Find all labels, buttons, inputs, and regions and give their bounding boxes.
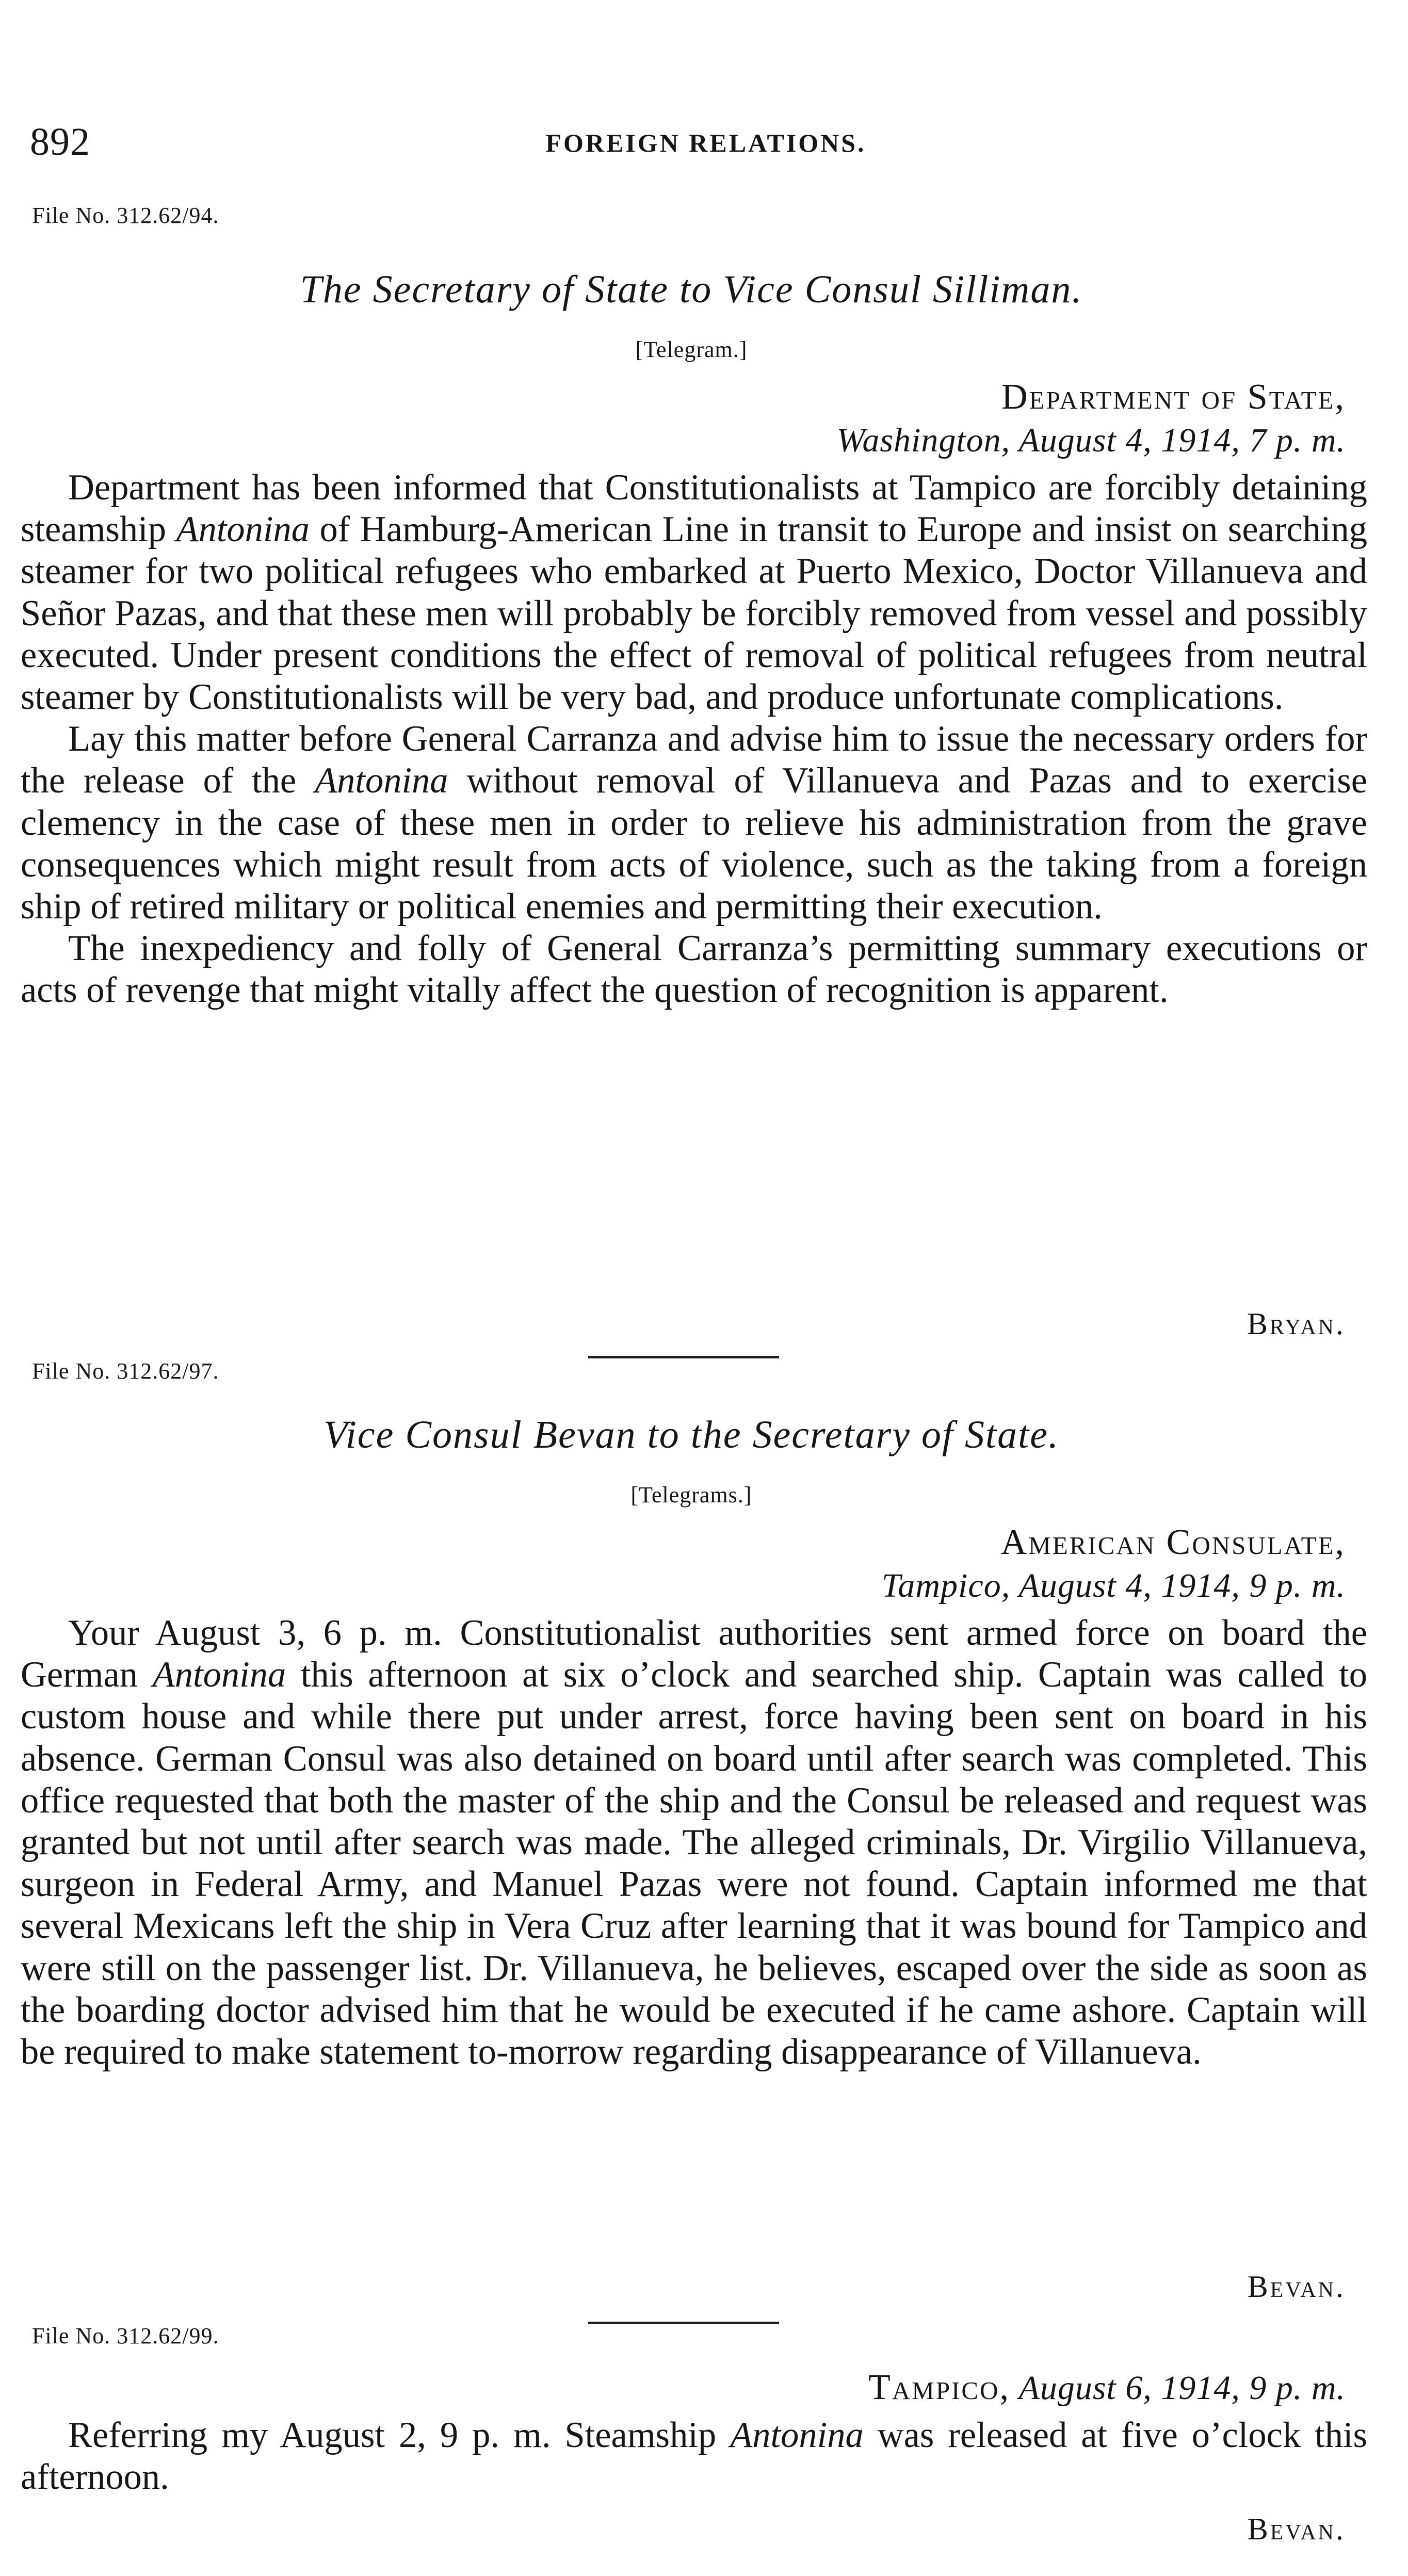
ship-name: Antonina [176, 509, 310, 550]
signature-2: Bevan. [1247, 2270, 1346, 2304]
dateline-2 [882, 1521, 1346, 1608]
ship-name: Antonina [152, 1655, 286, 1695]
ship-name: Antonina [730, 2415, 864, 2455]
dateline-3 [868, 2366, 1346, 2410]
section-divider [588, 1356, 779, 1358]
dateline-place-1: Department of State, [1001, 377, 1346, 417]
file-number-1: File No. 312.62/94. [32, 203, 219, 228]
dateline-place-2: American Consulate, [1000, 1522, 1346, 1562]
signature-1: Bryan. [1247, 1307, 1346, 1341]
paragraph: Your August 3, 6 p. m. Constitutionalist authorities sent armed force on board the German Antonina this afternoon at six o’clock and searched ship. Captain was called to custom house and while there put under arrest, force having been sent on board in his absence. German Consul was also detained on board until after search was completed. This office requested that both the master of the ship and the Consul be released and request was granted but not until after search was made. The alleged criminals, Dr. Virgilio Villanueva, surgeon in Federal Army, and Manuel Pazas were not found. Captain informed me that several Mexicans left the ship in Vera Cruz after learning that it was bound for Tampico and were still on the passenger list. Dr. Villanueva, he believes, escaped over the side as soon as the boarding doctor advised him that he would be executed if he came ashore. Captain will be required to make statement to-morrow regarding disappearance of Villanueva. [21, 1613, 1367, 2072]
document-type-label-2: [Telegrams.] [630, 1482, 752, 1508]
paragraph: Referring my August 2, 9 p. m. Steamship Antonina was released at five o’clock this afternoon. [21, 2415, 1367, 2498]
document-body-3 [21, 2415, 1367, 2498]
file-number-2: File No. 312.62/97. [32, 1358, 219, 1384]
paragraph: Lay this matter before General Carranza and advise him to issue the necessary orders for the release of the Antonina without removal of Villanueva and Pazas and to exercise clemency in the case of these men in order to relieve his administration from the grave consequences which might result from acts of violence, such as the taking from a foreign ship of retired military or political enemies and permitting their execution. [21, 719, 1367, 927]
paragraph: Department has been informed that Constitutionalists at Tampico are forcibly detaining steamship Antonina of Hamburg-American Line in transit to Europe and insist on searching steamer for two political refugees who embarked at Puerto Mexico, Doctor Villanueva and Señor Pazas, and that these men will probably be forcibly removed from vessel and possibly executed. Under present conditions the effect of removal of political refugees from neutral steamer by Constitutionalists will be very bad, and produce unfortunate complications. [21, 467, 1368, 718]
document-title-1: The Secretary of State to Vice Consul Silliman. [300, 268, 1083, 311]
dateline-date-1: Washington, August 4, 1914, 7 p. m. [836, 422, 1346, 459]
signature-3: Bevan. [1247, 2512, 1346, 2546]
file-number-3: File No. 312.62/99. [32, 2323, 219, 2348]
dateline-place-3: Tampico, [868, 2368, 1010, 2407]
paragraph: The inexpediency and folly of General Carranza’s permitting summary executions or acts of revenge that might vitally affect the question of recognition is apparent. [21, 928, 1367, 1011]
ship-name: Antonina [315, 760, 448, 801]
section-divider [588, 2322, 779, 2324]
dateline-date-2: Tampico, August 4, 1914, 9 p. m. [881, 1567, 1346, 1605]
running-title: FOREIGN RELATIONS. [545, 128, 866, 157]
document-body-2 [21, 1612, 1367, 2073]
dateline-1 [836, 376, 1346, 462]
document-page [21, 0, 1368, 2576]
dateline-date-3: August 6, 1914, 9 p. m. [1018, 2369, 1346, 2407]
document-type-label-1: [Telegram.] [635, 337, 748, 362]
document-title-2: Vice Consul Bevan to the Secretary of State. [323, 1413, 1060, 1456]
running-head [30, 120, 1361, 166]
page-number: 892 [30, 120, 90, 164]
document-body-1 [21, 467, 1367, 1012]
